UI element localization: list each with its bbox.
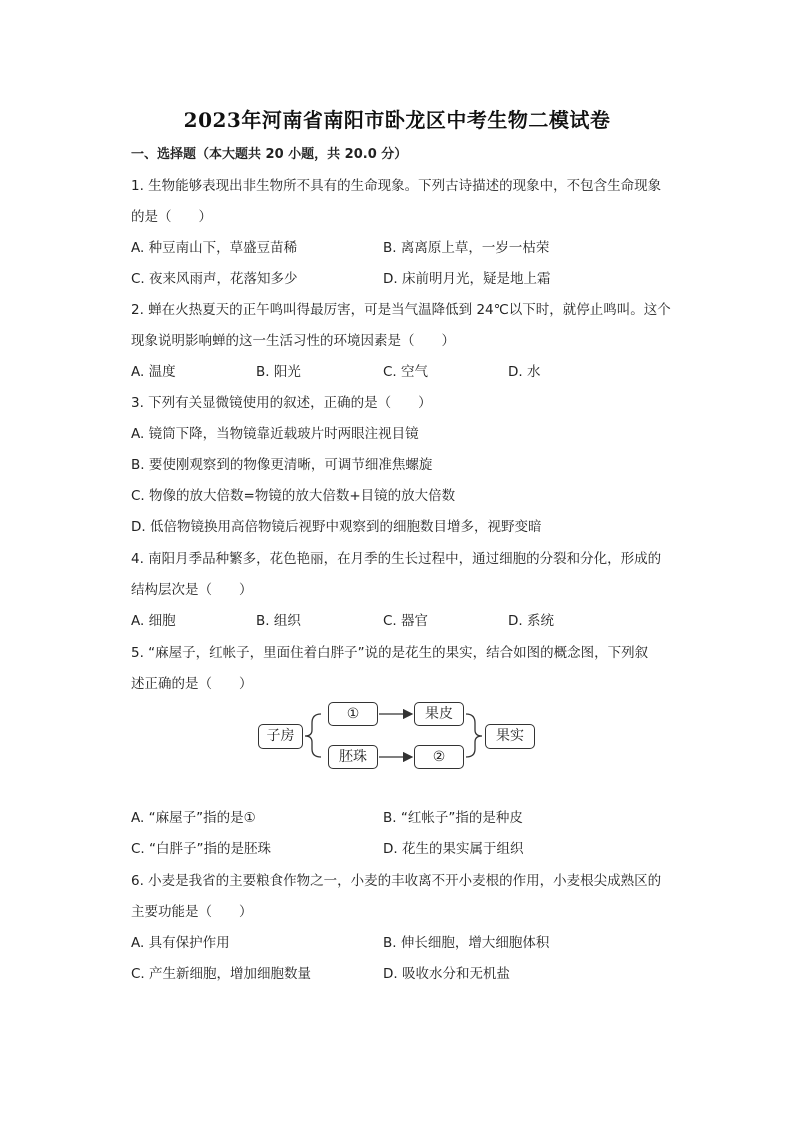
question-4-option-d: D. 系统 — [508, 613, 554, 629]
diagram-node-pericarp: 果皮 — [414, 702, 464, 726]
question-6-line-2: 主要功能是（ ） — [131, 904, 253, 920]
question-3-line-1: 3. 下列有关显微镜使用的叙述，正确的是（ ） — [131, 395, 432, 411]
question-5-option-a: A. “麻屋子”指的是① — [131, 810, 256, 826]
question-6-option-d: D. 吸收水分和无机盐 — [383, 966, 510, 982]
question-2-option-a: A. 温度 — [131, 364, 176, 380]
question-5-option-d: D. 花生的果实属于组织 — [383, 841, 524, 857]
question-1-option-a: A. 种豆南山下，草盛豆苗稀 — [131, 240, 298, 256]
question-1-option-d: D. 床前明月光，疑是地上霜 — [383, 271, 551, 287]
question-3-option-c: C. 物像的放大倍数=物镜的放大倍数+目镜的放大倍数 — [131, 488, 456, 504]
question-4-option-c: C. 器官 — [383, 613, 429, 629]
question-6-line-1: 6. 小麦是我省的主要粮食作物之一，小麦的丰收离不开小麦根的作用，小麦根尖成熟区的 — [131, 873, 662, 889]
question-4-option-a: A. 细胞 — [131, 613, 176, 629]
question-6-option-b: B. 伸长细胞，增大细胞体积 — [383, 935, 550, 951]
question-2-option-c: C. 空气 — [383, 364, 429, 380]
question-6-option-a: A. 具有保护作用 — [131, 935, 230, 951]
question-5-option-c: C. “白胖子”指的是胚珠 — [131, 841, 271, 857]
diagram-node-ovary: 子房 — [258, 724, 303, 749]
question-3-option-d: D. 低倍物镜换用高倍物镜后视野中观察到的细胞数目增多，视野变暗 — [131, 519, 542, 535]
question-4-option-b: B. 组织 — [256, 613, 301, 629]
diagram-node-fruit: 果实 — [485, 724, 535, 749]
question-5-line-1: 5. “麻屋子，红帐子，里面住着白胖子”说的是花生的果实，结合如图的概念图，下列叙 — [131, 645, 649, 661]
question-1-line-1: 1. 生物能够表现出非生物所不具有的生命现象。下列古诗描述的现象中，不包含生命现象 — [131, 178, 662, 194]
question-2-option-d: D. 水 — [508, 364, 541, 380]
diagram-node-blank-2: ② — [414, 745, 464, 769]
question-1-line-2: 的是（ ） — [131, 209, 212, 225]
page-title: 2023年河南省南阳市卧龙区中考生物二模试卷 — [183, 108, 611, 132]
diagram-node-blank-1: ① — [328, 702, 378, 726]
section-heading: 一、选择题（本大题共 20 小题，共 20.0 分） — [131, 147, 408, 162]
diagram-node-ovule: 胚珠 — [328, 745, 378, 769]
question-3-option-a: A. 镜筒下降，当物镜靠近载玻片时两眼注视目镜 — [131, 426, 419, 442]
question-2-line-2: 现象说明影响蝉的这一生活习性的环境因素是（ ） — [131, 333, 455, 349]
question-2-line-1: 2. 蝉在火热夏天的正午鸣叫得最厉害，可是当气温降低到 24℃以下时，就停止鸣叫。这个 — [131, 302, 671, 318]
left-brace — [305, 714, 321, 757]
question-1-option-c: C. 夜来风雨声，花落知多少 — [131, 271, 298, 287]
question-3-option-b: B. 要使刚观察到的物像更清晰，可调节细准焦螺旋 — [131, 457, 433, 473]
question-5-option-b: B. “红帐子”指的是种皮 — [383, 810, 523, 826]
question-5-line-2: 述正确的是（ ） — [131, 676, 253, 692]
question-4-line-1: 4. 南阳月季品种繁多，花色艳丽，在月季的生长过程中，通过细胞的分裂和分化，形成的 — [131, 551, 662, 567]
question-6-option-c: C. 产生新细胞，增加细胞数量 — [131, 966, 312, 982]
question-1-option-b: B. 离离原上草，一岁一枯荣 — [383, 240, 550, 256]
right-brace — [466, 714, 482, 757]
question-4-line-2: 结构层次是（ ） — [131, 582, 253, 598]
question-2-option-b: B. 阳光 — [256, 364, 301, 380]
